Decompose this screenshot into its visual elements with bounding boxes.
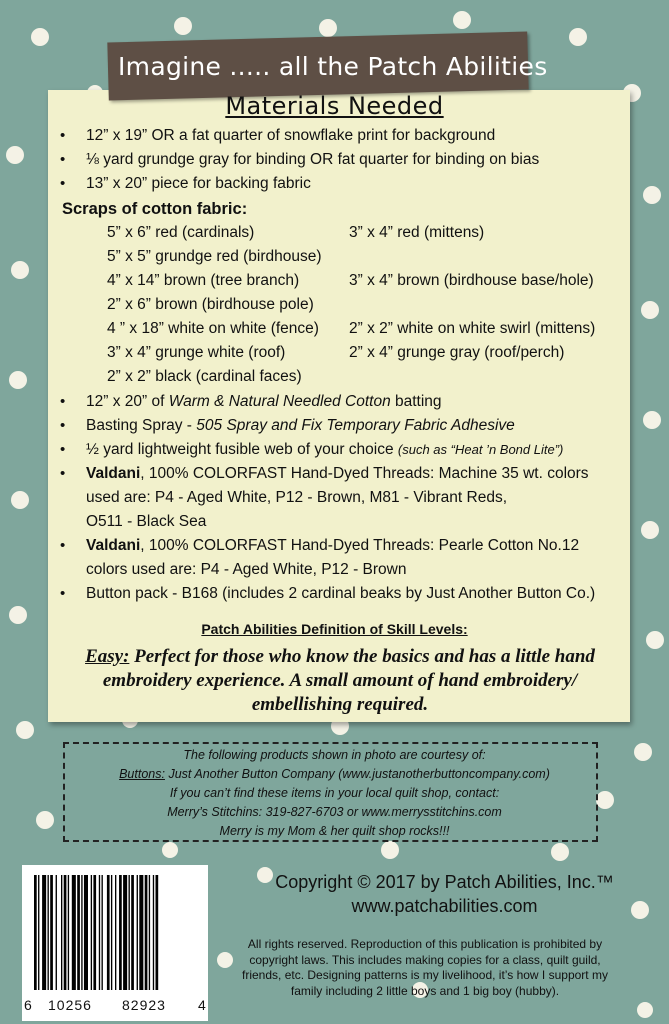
barcode-bar <box>115 875 116 990</box>
barcode-bar <box>99 875 100 990</box>
scrap-item: 2” x 2” white on white swirl (mittens) <box>349 320 596 337</box>
batting-size: 12” x 20” of <box>86 393 169 410</box>
spray-product: 505 Spray and Fix Temporary Fabric Adhesive <box>196 417 515 434</box>
materials-title: Materials Needed <box>225 92 444 120</box>
barcode-bar <box>139 875 143 990</box>
valdani-text: , 100% COLORFAST Hand-Dyed Threads: Machine 35 wt. colors <box>140 465 589 482</box>
barcode-bar <box>84 875 88 990</box>
barcode-bar <box>48 875 49 990</box>
barcode-bar <box>107 875 110 990</box>
batting-brand: Warm & Natural Needled Cotton <box>168 393 391 410</box>
buttons-label: Buttons: <box>119 767 165 781</box>
skill-line <box>40 645 640 669</box>
skill-level: Easy: <box>85 646 130 667</box>
barcode-bar <box>123 875 127 990</box>
courtesy-note: Merry is my Mom & her quilt shop rocks!!! <box>219 824 450 838</box>
bullet: • <box>60 441 66 458</box>
scraps-heading: Scraps of cotton fabric: <box>62 200 248 218</box>
rights-line: copyright laws. This includes making copies for a class, quilt guild, <box>249 952 601 967</box>
material-valdani-pearle <box>86 535 579 557</box>
scrap-item: 2” x 6” brown (birdhouse pole) <box>107 296 314 313</box>
scrap-item: 5” x 5” grundge red (birdhouse) <box>107 248 322 265</box>
valdani-brand: Valdani <box>86 537 141 554</box>
bullet: • <box>60 151 66 168</box>
batting-suffix: batting <box>390 393 442 410</box>
valdani-colors: colors used are: P4 - Aged White, P12 - Brown <box>86 561 407 578</box>
bullet: • <box>60 417 66 434</box>
barcode-digits: 82923 <box>122 997 166 1013</box>
barcode-bars <box>34 875 198 990</box>
valdani-colors: used are: P4 - Aged White, P12 - Brown, M81 - Vibrant Reds, <box>86 489 508 506</box>
skill-text: Perfect for those who know the basics and has a little hand <box>129 646 595 667</box>
skill-levels-heading: Patch Abilities Definition of Skill Levels: <box>201 621 468 637</box>
barcode-bar <box>42 875 46 990</box>
barcode-bar <box>145 875 148 990</box>
barcode-bar <box>149 875 150 990</box>
courtesy-buttons <box>0 767 669 781</box>
buttons-company: Just Another Button Company (www.justanotherbuttoncompany.com) <box>164 767 550 781</box>
barcode-bar <box>129 875 130 990</box>
barcode-bar <box>156 875 159 990</box>
barcode-digit: 4 <box>198 997 207 1013</box>
material-spray <box>86 415 515 437</box>
barcode-bar <box>91 875 92 990</box>
rights-notice <box>220 937 630 999</box>
material-binding: ⅛ yard grundge gray for binding OR fat quarter for binding on bias <box>86 151 540 168</box>
fusible-example: (such as “Heat ’n Bond Lite”) <box>397 442 564 457</box>
barcode-bar <box>68 875 69 990</box>
rights-line: All rights reserved. Reproduction of this publication is prohibited by <box>247 937 603 951</box>
barcode-digit: 6 <box>24 997 33 1013</box>
courtesy-shop: Merry’s Stitchins: 319-827-6703 or www.merrysstitchins.com <box>167 805 502 819</box>
bullet: • <box>60 127 66 144</box>
courtesy-intro: The following products shown in photo are courtesy of: <box>183 748 486 762</box>
scrap-item: 5” x 6” red (cardinals) <box>107 224 255 241</box>
barcode-bar <box>61 875 62 990</box>
barcode-bar <box>131 875 134 990</box>
spray-label: Basting Spray - <box>86 417 197 434</box>
rights-line: friends, etc. Designing patterns is my livelihood, it’s how I support my <box>242 968 608 982</box>
barcode-bar <box>64 875 67 990</box>
barcode-bar <box>137 875 138 990</box>
fusible-label: ½ yard lightweight fusible web of your choice <box>86 441 398 458</box>
scrap-item: 2” x 2” black (cardinal faces) <box>107 368 302 385</box>
copyright-line: Copyright © 2017 by Patch Abilities, Inc.™ <box>275 872 614 892</box>
material-background: 12” x 19” OR a fat quarter of snowflake print for background <box>86 127 496 144</box>
barcode-bar <box>111 875 112 990</box>
valdani-brand: Valdani <box>86 465 141 482</box>
barcode-bar <box>56 875 57 990</box>
rights-line: family including 2 little boys and 1 big boy (hubby). <box>290 983 560 998</box>
barcode-digits: 10256 <box>48 997 92 1013</box>
scrap-item: 3” x 4” grunge white (roof) <box>107 344 286 361</box>
banner-title: Imagine ..... all the Patch Abilities <box>118 52 548 81</box>
scrap-item: 4 ” x 18” white on white (fence) <box>107 320 319 337</box>
barcode-bar <box>119 875 122 990</box>
scrap-item: 4” x 14” brown (tree branch) <box>107 272 300 289</box>
scrap-item: 3” x 4” brown (birdhouse base/hole) <box>349 272 594 289</box>
valdani-colors: O511 - Black Sea <box>86 513 207 530</box>
barcode-bar <box>38 875 39 990</box>
barcode-bar <box>50 875 53 990</box>
barcode-bar <box>153 875 154 990</box>
barcode-bar <box>81 875 82 990</box>
barcode-bar <box>34 875 37 990</box>
skill-line: embellishing required. <box>251 694 429 715</box>
material-fusible <box>86 439 563 461</box>
barcode-bar <box>102 875 103 990</box>
courtesy-contact: If you can’t find these items in your local quilt shop, contact: <box>169 786 500 800</box>
bullet: • <box>60 175 66 192</box>
barcode <box>22 865 208 1021</box>
barcode-bar <box>93 875 96 990</box>
material-button-pack: Button pack - B168 (includes 2 cardinal beaks by Just Another Button Co.) <box>86 585 596 602</box>
valdani-text: , 100% COLORFAST Hand-Dyed Threads: Pearle Cotton No.12 <box>140 537 580 554</box>
barcode-bar <box>77 875 80 990</box>
material-valdani-machine <box>86 463 589 485</box>
scrap-item: 3” x 4” red (mittens) <box>349 224 485 241</box>
material-backing: 13” x 20” piece for backing fabric <box>86 175 311 192</box>
bullet: • <box>60 537 66 554</box>
bullet: • <box>60 465 66 482</box>
material-batting <box>86 391 442 413</box>
scrap-item: 2” x 4” grunge gray (roof/perch) <box>349 344 565 361</box>
skill-line: embroidery experience. A small amount of hand embroidery/ <box>102 670 578 691</box>
bullet: • <box>60 393 66 410</box>
website-link[interactable]: www.patchabilities.com <box>351 896 538 916</box>
bullet: • <box>60 585 66 602</box>
barcode-bar <box>72 875 76 990</box>
